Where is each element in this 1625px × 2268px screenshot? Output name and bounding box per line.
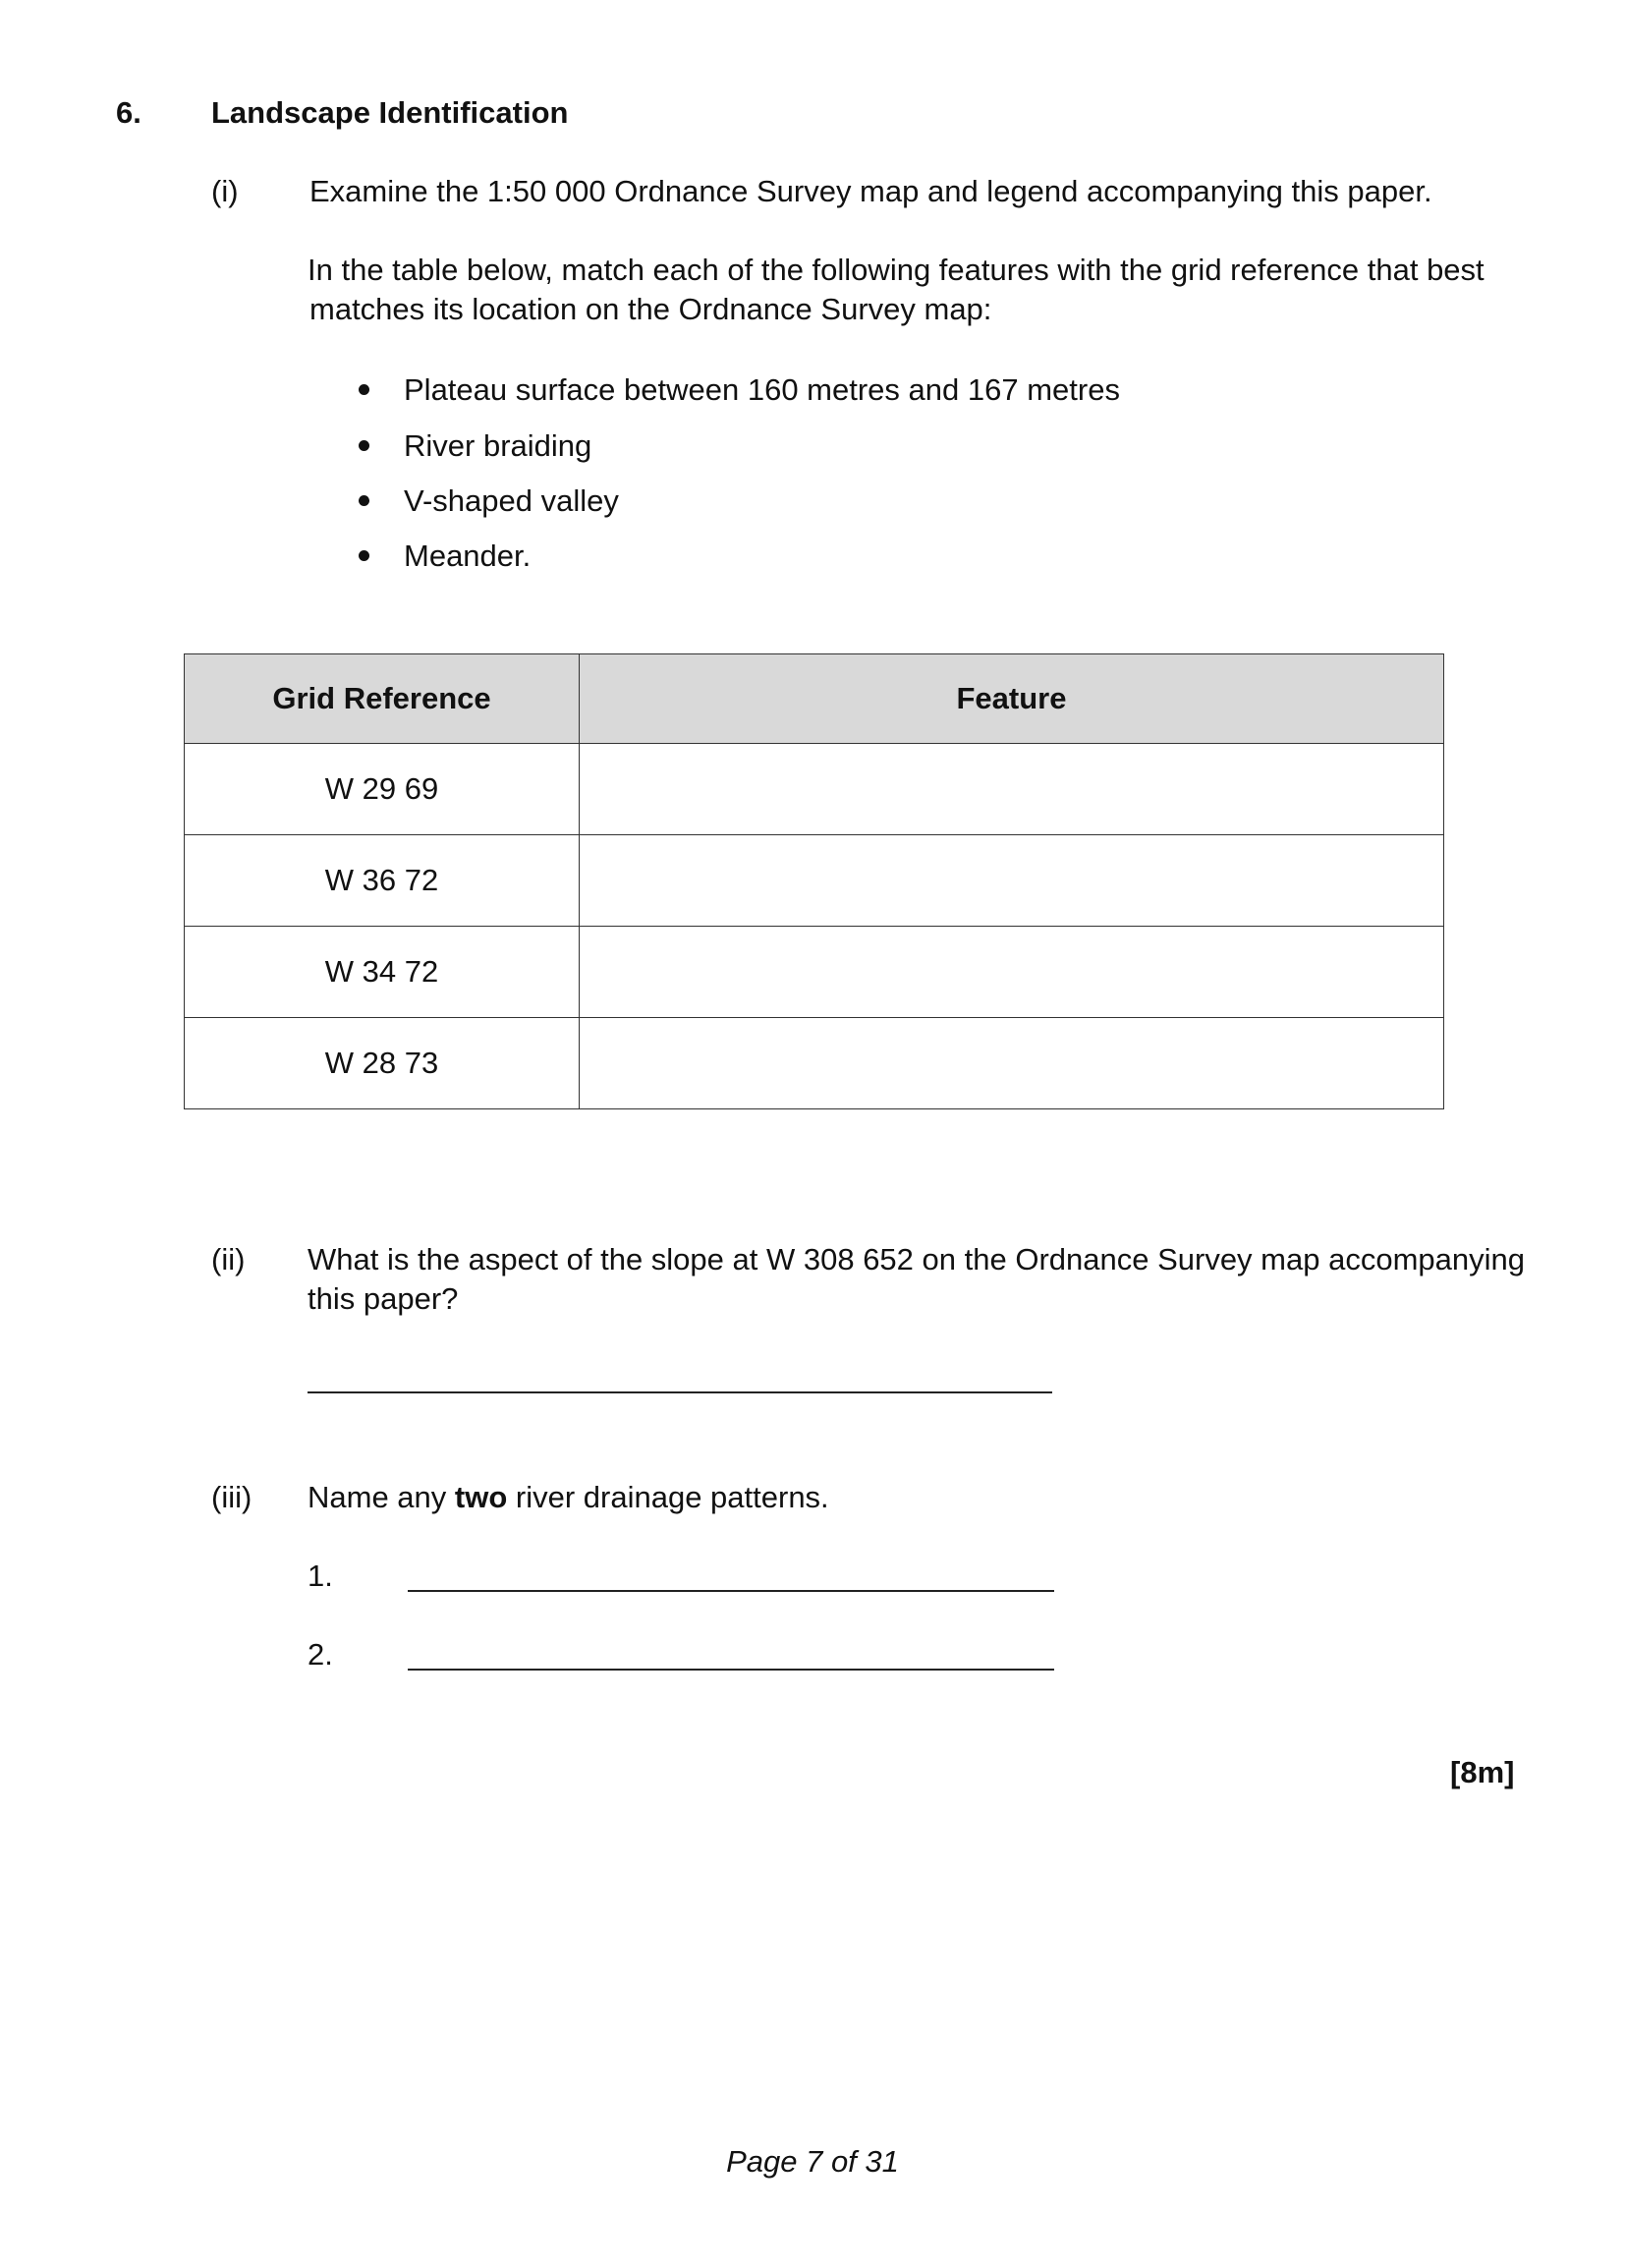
part-ii-question-line2: this paper? <box>308 1281 459 1316</box>
part-iii-question-before: Name any <box>308 1480 455 1514</box>
feature-answer-cell[interactable] <box>580 1018 1444 1109</box>
part-i-intro: Examine the 1:50 000 Ordnance Survey map and legend accompanying this paper. <box>309 174 1432 208</box>
answer-number: 1. <box>308 1559 333 1593</box>
part-iii-label: (iii) <box>211 1480 252 1514</box>
feature-item: V-shaped valley <box>404 483 619 518</box>
question-number: 6. <box>116 95 141 130</box>
page-footer: Page 7 of 31 <box>726 2144 899 2179</box>
grid-ref-cell: W 34 72 <box>185 927 580 1018</box>
bullet-icon <box>359 384 369 395</box>
bullet-icon <box>359 550 369 561</box>
part-i-instruction-line2: matches its location on the Ordnance Survey map: <box>309 292 992 326</box>
grid-ref-cell: W 36 72 <box>185 835 580 927</box>
part-i-instruction-line1: In the table below, match each of the following features with the grid reference that best <box>308 253 1485 287</box>
part-ii-answer-line[interactable] <box>308 1391 1052 1393</box>
question-title: Landscape Identification <box>211 95 569 130</box>
table-header-row <box>185 654 1444 744</box>
table-row <box>185 1018 1444 1109</box>
table-row <box>185 744 1444 835</box>
part-iii-question <box>308 1478 829 1517</box>
feature-item: River braiding <box>404 428 592 463</box>
feature-item: Meander. <box>404 539 532 573</box>
part-iii-question-after: river drainage patterns. <box>507 1480 829 1514</box>
part-ii-question-line1: What is the aspect of the slope at W 308 652 on the Ordnance Survey map accompanying <box>308 1242 1525 1276</box>
feature-item: Plateau surface between 160 metres and 167 metres <box>404 372 1120 407</box>
feature-answer-cell[interactable] <box>580 835 1444 927</box>
bullet-icon <box>359 440 369 451</box>
grid-reference-table <box>184 653 1444 1109</box>
part-iii-answer-line-1[interactable] <box>408 1590 1054 1592</box>
grid-ref-cell: W 28 73 <box>185 1018 580 1109</box>
header-grid-reference: Grid Reference <box>185 654 580 744</box>
header-feature: Feature <box>580 654 1444 744</box>
marks-label: [8m] <box>1450 1755 1515 1789</box>
part-iii-question-bold: two <box>454 1480 508 1514</box>
grid-ref-cell: W 29 69 <box>185 744 580 835</box>
feature-answer-cell[interactable] <box>580 744 1444 835</box>
part-iii-answer-line-2[interactable] <box>408 1669 1054 1671</box>
bullet-icon <box>359 495 369 506</box>
part-i-label: (i) <box>211 174 239 208</box>
answer-number: 2. <box>308 1637 333 1672</box>
table-row <box>185 835 1444 927</box>
part-ii-label: (ii) <box>211 1242 246 1276</box>
table-row <box>185 927 1444 1018</box>
feature-answer-cell[interactable] <box>580 927 1444 1018</box>
